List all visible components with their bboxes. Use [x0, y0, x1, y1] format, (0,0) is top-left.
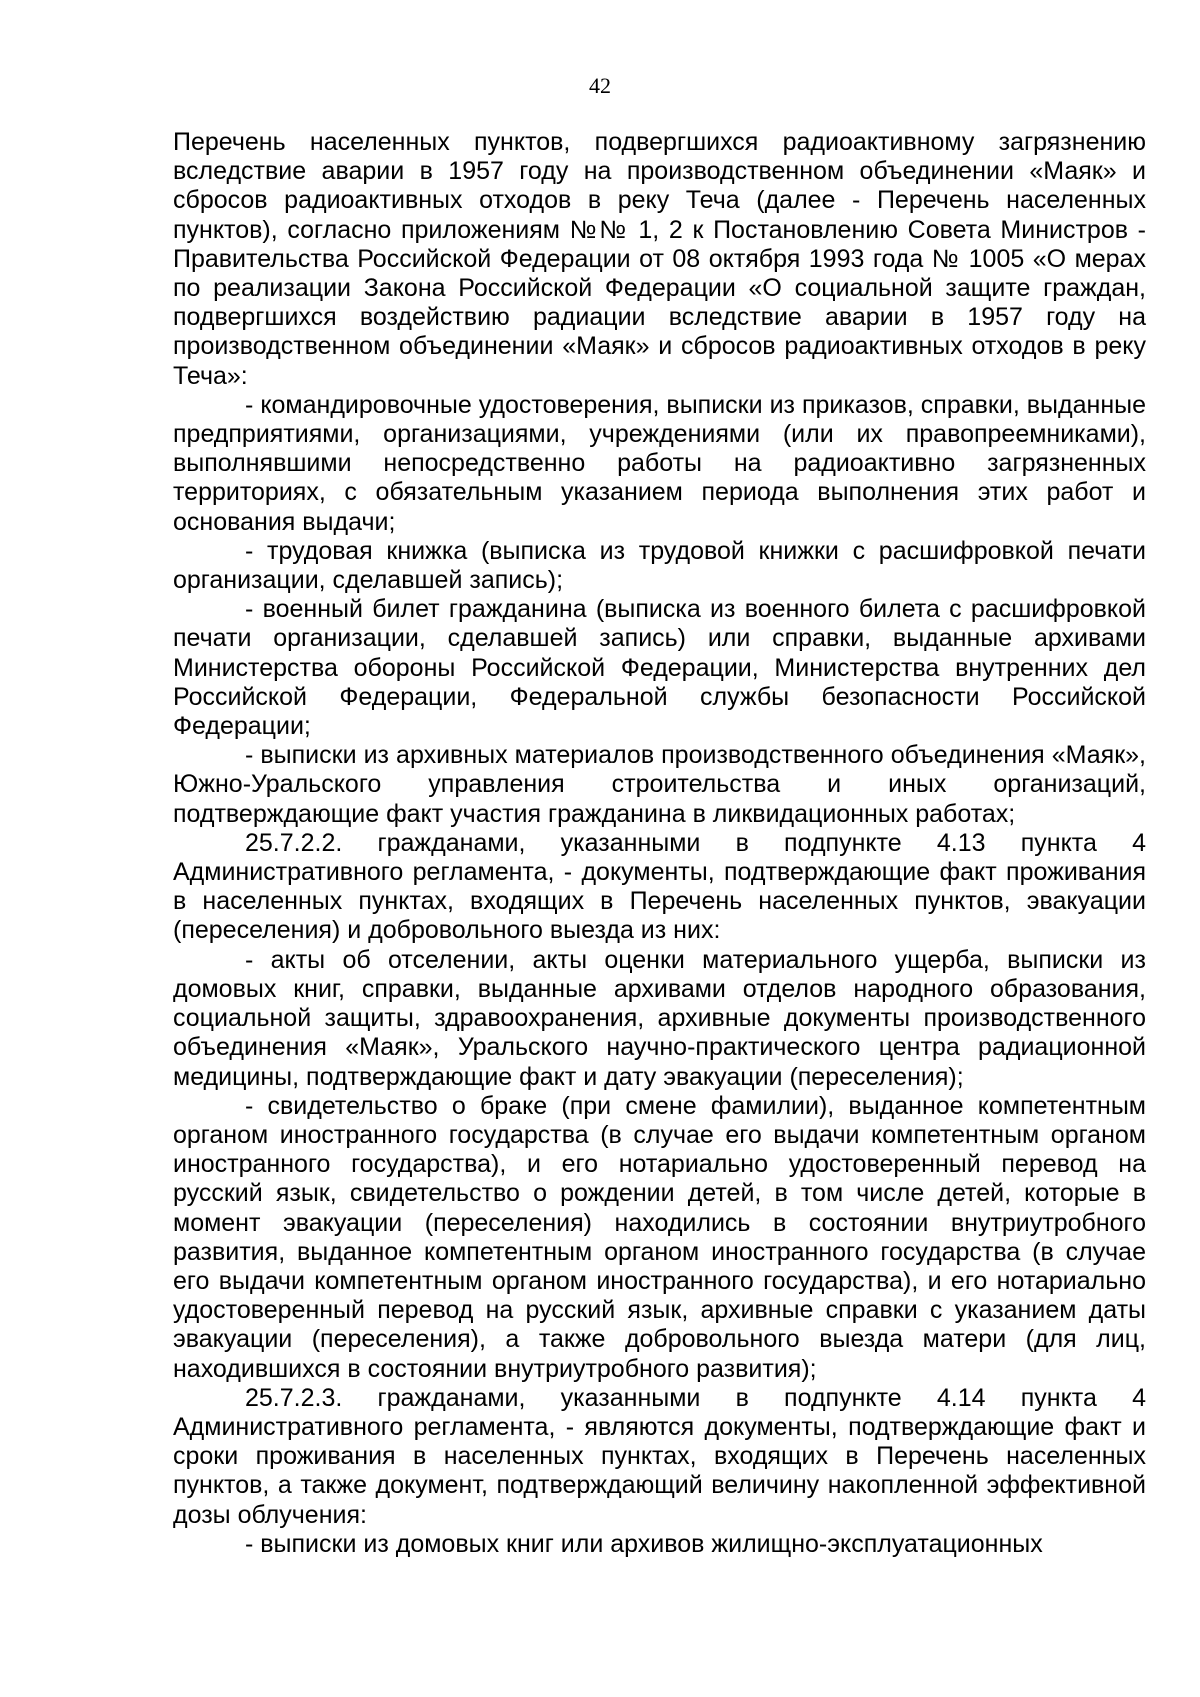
paragraph-business-trip-certificates: - командировочные удостоверения, выписки из приказов, справки, выданные предприятиями, организациями, учреждениями (или их правопреемниками), выполнявшими непосредственно работы на радиоактивно загрязненных территориях, с обязательным указанием периода выполнения этих работ и основания выдачи; [173, 390, 1146, 536]
paragraph-clause-25-7-2-2: 25.7.2.2. гражданами, указанными в подпункте 4.13 пункта 4 Административного регламента, - документы, подтверждающие факт проживания в населенных пунктах, входящих в Перечень населенных пунктов, эвакуации (переселения) и добровольного выезда из них: [173, 828, 1146, 945]
paragraph-archive-extracts-mayak: - выписки из архивных материалов производственного объединения «Маяк», Южно-Уральского управления строительства и иных организаций, подтверждающие факт участия гражданина в ликвидационных работах; [173, 741, 1146, 828]
paragraph-house-book-extracts: - выписки из домовых книг или архивов жилищно-эксплуатационных [245, 1529, 1043, 1558]
paragraph-settlements-list: Перечень населенных пунктов, подвергшихся радиоактивному загрязнению вследствие аварии в 1957 году на производственном объединении «Маяк» и сбросов радиоактивных отходов в реку Теча (далее - Перечень населенных пунктов), согласно приложениям №№ 1, 2 к Постановлению Совета Министров - Правительства Российской Федерации от 08 октября 1993 года № 1005 «О мерах по реализации Закона Российской Федерации «О социальной защите граждан, подвергшихся воздействию радиации вследствие аварии в 1957 году на производственном объединении «Маяк» и сбросов радиоактивных отходов в реку Теча»: [173, 128, 1146, 390]
paragraph-clause-25-7-2-3: 25.7.2.3. гражданами, указанными в подпункте 4.14 пункта 4 Административного регламента, - являются документы, подтверждающие факт и сроки проживания в населенных пунктах, входящих в Перечень населенных пунктов, а также документ, подтверждающий величину накопленной эффективной дозы облучения: [173, 1383, 1146, 1529]
document-body [173, 128, 1146, 1559]
paragraph-resettlement-acts: - акты об отселении, акты оценки материального ущерба, выписки из домовых книг, справки, выданные архивами отделов народного образования, социальной защиты, здравоохранения, архивные документы производственного объединения «Маяк», Уральского научно-практического центра радиационной медицины, подтверждающие факт и дату эвакуации (переселения); [173, 945, 1146, 1091]
paragraph-marriage-certificate: - свидетельство о браке (при смене фамилии), выданное компетентным органом иностранного государства (в случае его выдачи компетентным органом иностранного государства), и его нотариально удостоверенный перевод на русский язык, свидетельство о рождении детей, в том числе детей, которые в момент эвакуации (переселения) находились в состоянии внутриутробного развития, выданное компетентным органом иностранного государства (в случае его выдачи компетентным органом иностранного государства), и его нотариально удостоверенный перевод на русский язык, архивные справки с указанием даты эвакуации (переселения), а также добровольного выезда матери (для лиц, находившихся в состоянии внутриутробного развития); [173, 1091, 1146, 1383]
page-number: 42 [589, 73, 611, 98]
paragraph-military-id: - военный билет гражданина (выписка из военного билета с расшифровкой печати организации, сделавшей запись) или справки, выданные архивами Министерства обороны Российской Федерации, Министерства внутренних дел Российской Федерации, Федеральной службы безопасности Российской Федерации; [173, 595, 1146, 741]
paragraph-employment-record-book: - трудовая книжка (выписка из трудовой книжки с расшифровкой печати организации, сделавшей запись); [173, 536, 1146, 595]
